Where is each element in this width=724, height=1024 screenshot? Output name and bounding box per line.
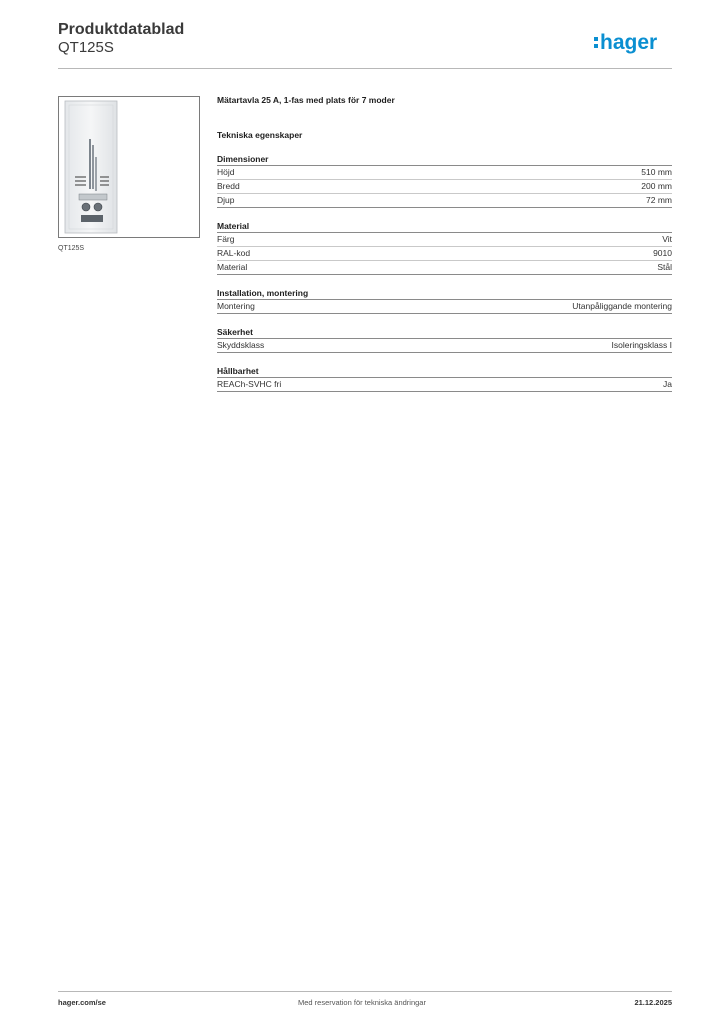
- document-title: Produktdatablad: [58, 21, 185, 38]
- spec-row: [217, 247, 672, 261]
- spec-value: 200 mm: [641, 181, 672, 191]
- spec-label: RAL-kod: [217, 248, 251, 258]
- spec-value: Isoleringsklass I: [611, 340, 672, 350]
- spec-label: Djup: [217, 195, 235, 205]
- spec-label: Montering: [217, 301, 255, 311]
- spec-value: Ja: [663, 379, 672, 389]
- section-title: Hållbarhet: [217, 365, 672, 378]
- spec-label: Bredd: [217, 181, 240, 191]
- spec-row: [217, 300, 672, 314]
- spec-value: 9010: [653, 248, 672, 258]
- hager-logo-svg: [594, 28, 674, 56]
- product-details: [217, 94, 672, 392]
- spec-row: [217, 180, 672, 194]
- header-divider: [58, 68, 672, 69]
- spec-label: Färg: [217, 234, 235, 244]
- section-title: Material: [217, 220, 672, 233]
- spec-row: [217, 261, 672, 275]
- footer-divider: [58, 991, 672, 992]
- product-description: Mätartavla 25 A, 1-fas med plats för 7 moder: [217, 95, 395, 105]
- section-title: Installation, montering: [217, 287, 672, 300]
- spec-label: Skyddsklass: [217, 340, 265, 350]
- spec-label: REACh-SVHC fri: [217, 379, 282, 389]
- spec-label: Höjd: [217, 167, 235, 177]
- spec-value: Vit: [662, 234, 672, 244]
- section-material: [217, 220, 672, 275]
- spec-value: 72 mm: [646, 195, 672, 205]
- section-installation: [217, 287, 672, 314]
- section-hallbarhet: [217, 365, 672, 392]
- image-caption: QT125S: [58, 245, 85, 252]
- spec-value: 510 mm: [641, 167, 672, 177]
- meter-board-illustration: [59, 97, 199, 237]
- spec-value: Stål: [657, 262, 672, 272]
- spec-row: [217, 194, 672, 208]
- product-code: QT125S: [58, 39, 114, 56]
- section-sakerhet: [217, 326, 672, 353]
- footer-disclaimer: Med reservation för tekniska ändringar: [298, 998, 426, 1007]
- spec-value: Utanpåliggande montering: [572, 301, 672, 311]
- footer-website-link[interactable]: hager.com/se: [58, 998, 106, 1007]
- logo-text: hager: [600, 31, 658, 54]
- spec-label: Material: [217, 262, 248, 272]
- spec-row: [217, 378, 672, 392]
- section-dimensioner: [217, 153, 672, 208]
- spec-row: [217, 233, 672, 247]
- spec-row: [217, 339, 672, 353]
- section-title: Dimensioner: [217, 153, 672, 166]
- hager-logo: [594, 28, 674, 56]
- section-title: Säkerhet: [217, 326, 672, 339]
- spec-row: [217, 166, 672, 180]
- footer-date: 21.12.2025: [634, 998, 672, 1007]
- tech-properties-heading: Tekniska egenskaper: [217, 130, 303, 140]
- product-image: [58, 96, 200, 238]
